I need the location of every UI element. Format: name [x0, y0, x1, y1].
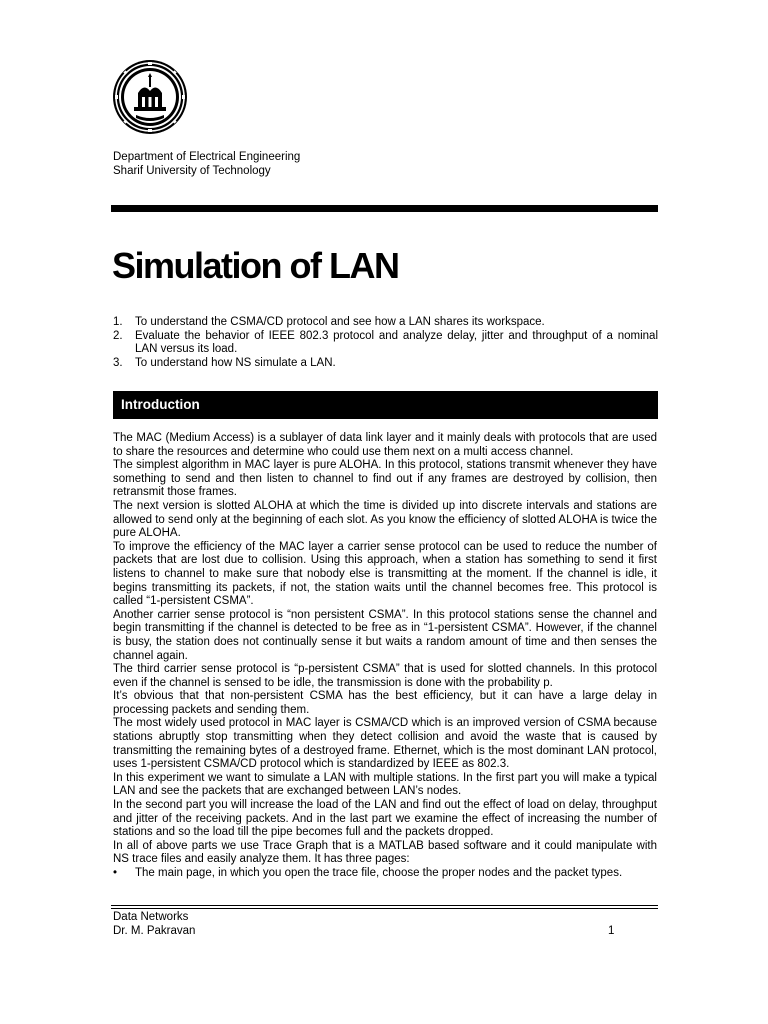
department-name: Department of Electrical Engineering: [113, 151, 301, 163]
university-seal-icon: [110, 57, 190, 137]
bullet-text: The main page, in which you open the trace file, choose the proper nodes and the packet types.: [135, 867, 623, 879]
objective-text: Evaluate the behavior of IEEE 802.3 protocol and analyze delay, jitter and throughput of a nominal LAN versus its load.: [135, 329, 658, 356]
header-divider: [111, 205, 658, 212]
paragraph: In the second part you will increase the load of the LAN and find out the effect of load on delay, throughput and jitter of the receiving packets. And in the last part we examine the effect of increasing the number of stations and so the load till the pipe becomes full and the packets dropped.: [113, 799, 657, 839]
objective-text: To understand the CSMA/CD protocol and see how a LAN shares its workspace.: [135, 316, 545, 328]
objective-item: [113, 330, 658, 357]
objectives-list: [113, 316, 658, 370]
page-number: 1: [608, 925, 615, 937]
paragraph: In all of above parts we use Trace Graph that is a MATLAB based software and it could manipulate with NS trace files and easily analyze them. It has three pages:: [113, 839, 657, 866]
paragraph: In this experiment we want to simulate a LAN with multiple stations. In the first part you will make a typical LAN and see the packets that are exchanged between LAN’s nodes.: [113, 771, 657, 798]
paragraph: The third carrier sense protocol is “p-persistent CSMA” that is used for slotted channels. In this protocol even if the channel is sensed to be idle, the transmission is done with the probability p.: [113, 663, 657, 689]
objective-text: To understand how NS simulate a LAN.: [135, 356, 336, 369]
university-name: Sharif University of Technology: [113, 165, 271, 177]
footer-author: Dr. M. Pakravan: [113, 925, 196, 937]
footer-divider: [111, 908, 658, 909]
paragraph: The simplest algorithm in MAC layer is pure ALOHA. In this protocol, stations transmit whenever they have something to send and then listen to channel to find out if any frames are destroyed by collision, then retransmit those frames.: [113, 459, 657, 499]
objective-item: [113, 357, 658, 371]
department-header: [113, 150, 300, 178]
objective-number: 3.: [113, 356, 123, 369]
page-footer: [113, 910, 195, 938]
bullet-mark: •: [113, 867, 118, 879]
paragraph: Another carrier sense protocol is “non persistent CSMA”. In this protocol stations sense the channel and begin transmitting if the channel is detected to be free as in “1-persistent CSMA”. However, if the channel is busy, the station does not continually sense it but waits a random amount of time and then senses the channel again.: [113, 608, 657, 662]
footer-divider: [111, 905, 658, 906]
objective-number: 2.: [113, 329, 123, 342]
section-heading-introduction: Introduction: [113, 391, 658, 419]
paragraph: The MAC (Medium Access) is a sublayer of data link layer and it mainly deals with protocols that are used to share the resources and determine who could use them next on a multi access channel.: [113, 432, 657, 458]
objective-number: 1.: [113, 316, 123, 328]
page-title: Simulation of LAN: [112, 245, 399, 286]
bullet-item: [113, 867, 657, 881]
bullet-list: [113, 867, 657, 881]
objective-item: [113, 316, 658, 330]
paragraph: The next version is slotted ALOHA at which the time is divided up into discrete intervals and stations are allowed to send only at the beginning of each slot. As you know the efficiency of slotted ALOHA is twice the pure ALOHA.: [113, 499, 657, 540]
paragraph: To improve the efficiency of the MAC layer a carrier sense protocol can be used to reduce the number of packets that are lost due to collision. Using this approach, when a station has something to send it first listens to channel to make sure that nobody else is transmitting at the moment. If the channel is idle, it begins transmitting its packets, if not, the station waits until the channel becomes free. This protocol is called “1-persistent CSMA”.: [113, 540, 657, 608]
introduction-body: [113, 432, 657, 881]
paragraph: The most widely used protocol in MAC layer is CSMA/CD which is an improved version of CSMA because stations abruptly stop transmitting when they detect collision and avoid the waste that is caused by transmitting the remaining bytes of a destroyed frame. Ethernet, which is the most dominant LAN protocol, uses 1-persistent CSMA/CD protocol which is standardized by IEEE as 802.3.: [113, 717, 657, 771]
footer-course: Data Networks: [113, 911, 189, 923]
paragraph: It’s obvious that that non-persistent CSMA has the best efficiency, but it can have a large delay in processing packets and sending them.: [113, 690, 657, 716]
